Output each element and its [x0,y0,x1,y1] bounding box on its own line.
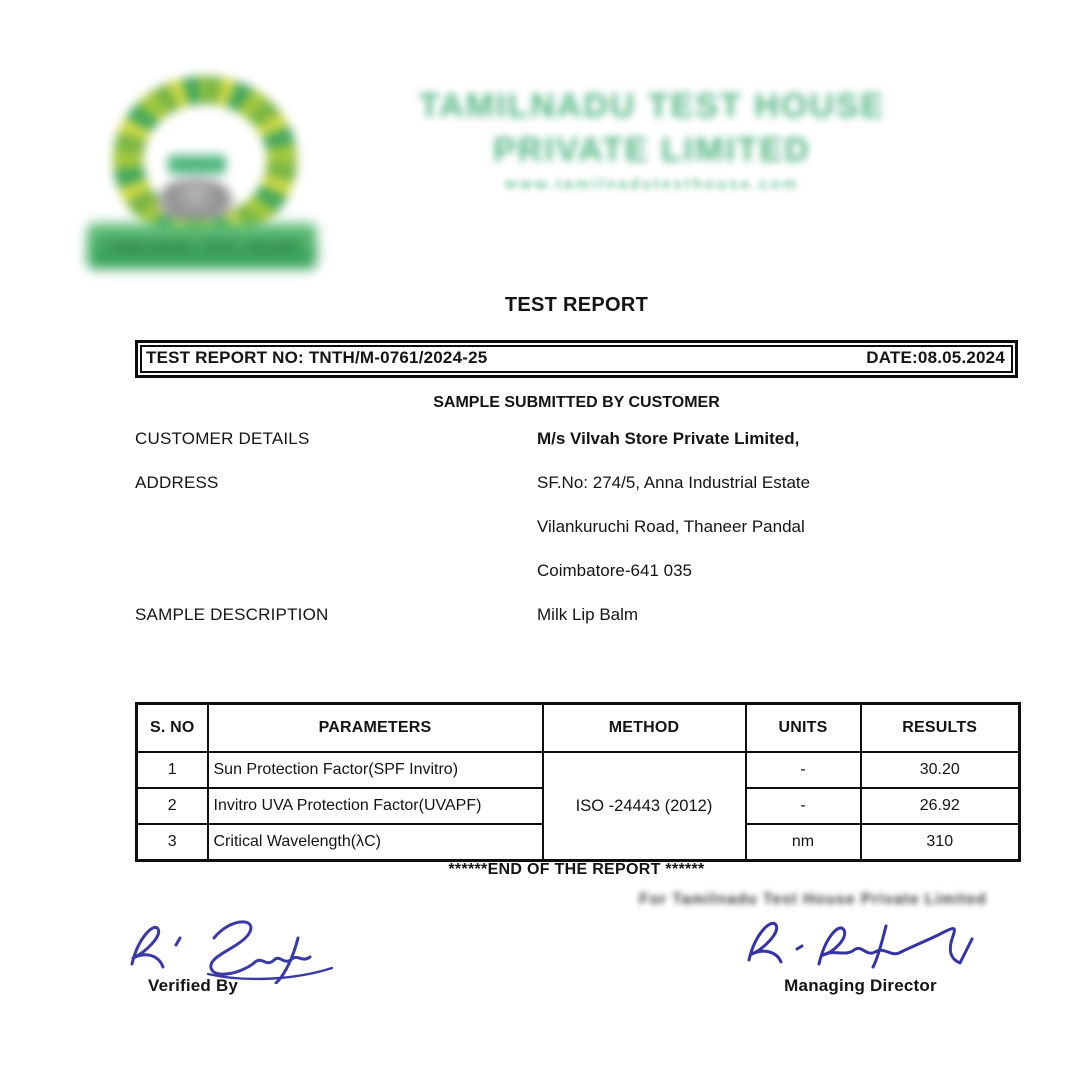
col-header-sno: S. NO [137,704,208,753]
managing-director-label: Managing Director [784,976,937,995]
verified-by-label: Verified By [148,976,239,995]
cell-parameter: Invitro UVA Protection Factor(UVAPF) [208,788,543,824]
address-line-3: Coimbatore-641 035 [537,561,692,580]
report-number: TEST REPORT NO: TNTH/M-0761/2024-25 [146,348,488,367]
cell-parameter: Critical Wavelength(λC) [208,824,543,861]
company-name-line1-blurred: TAMILNADU TEST HOUSE [418,87,886,125]
company-name-line2-blurred: PRIVATE LIMITED [493,131,811,169]
logo-gray-emblem [158,178,233,222]
address-line-1: SF.No: 274/5, Anna Industrial Estate [537,473,811,492]
verified-by-signature [118,912,353,984]
table-row [137,752,1020,788]
col-header-parameters: PARAMETERS [208,704,543,753]
report-date: DATE:08.05.2024 [866,348,1005,367]
report-number-bar [135,340,1018,378]
logo-banner-text-blurred: TAMILNADU TEST HOUSE [104,238,300,254]
sample-description-value: Milk Lip Balm [537,605,639,624]
logo-green-band [168,155,226,174]
address-label: ADDRESS [135,473,219,492]
cell-result: 30.20 [861,752,1020,788]
cell-sno: 3 [137,824,208,861]
cell-parameter: Sun Protection Factor(SPF Invitro) [208,752,543,788]
cell-units: - [746,788,861,824]
col-header-results: RESULTS [861,704,1020,753]
cell-units: nm [746,824,861,861]
customer-details-value: M/s Vilvah Store Private Limited, [537,429,800,448]
table-header-row [137,704,1020,753]
cell-sno: 1 [137,752,208,788]
address-line-2: Vilankuruchi Road, Thaneer Pandal [537,517,805,536]
logo-banner [87,223,317,269]
document-title: TEST REPORT [504,294,649,316]
results-table [135,702,1021,862]
col-header-method: METHOD [543,704,746,753]
end-of-report-line: ******END OF THE REPORT ****** [448,861,705,878]
cell-method-merged: ISO -24443 (2012) [543,752,746,861]
cell-units: - [746,752,861,788]
letterhead [332,84,972,194]
sample-description-label: SAMPLE DESCRIPTION [135,605,329,624]
customer-details-label: CUSTOMER DETAILS [135,429,310,448]
cell-result: 310 [861,824,1020,861]
cell-sno: 2 [137,788,208,824]
managing-director-signature [733,912,988,982]
for-company-line-blurred: For Tamilnadu Test House Private Limited [639,891,987,908]
col-header-units: UNITS [746,704,861,753]
company-tagline-blurred: www.tamilnadutesthouse.com [504,176,800,193]
sample-section-heading: SAMPLE SUBMITTED BY CUSTOMER [433,394,720,411]
cell-result: 26.92 [861,788,1020,824]
